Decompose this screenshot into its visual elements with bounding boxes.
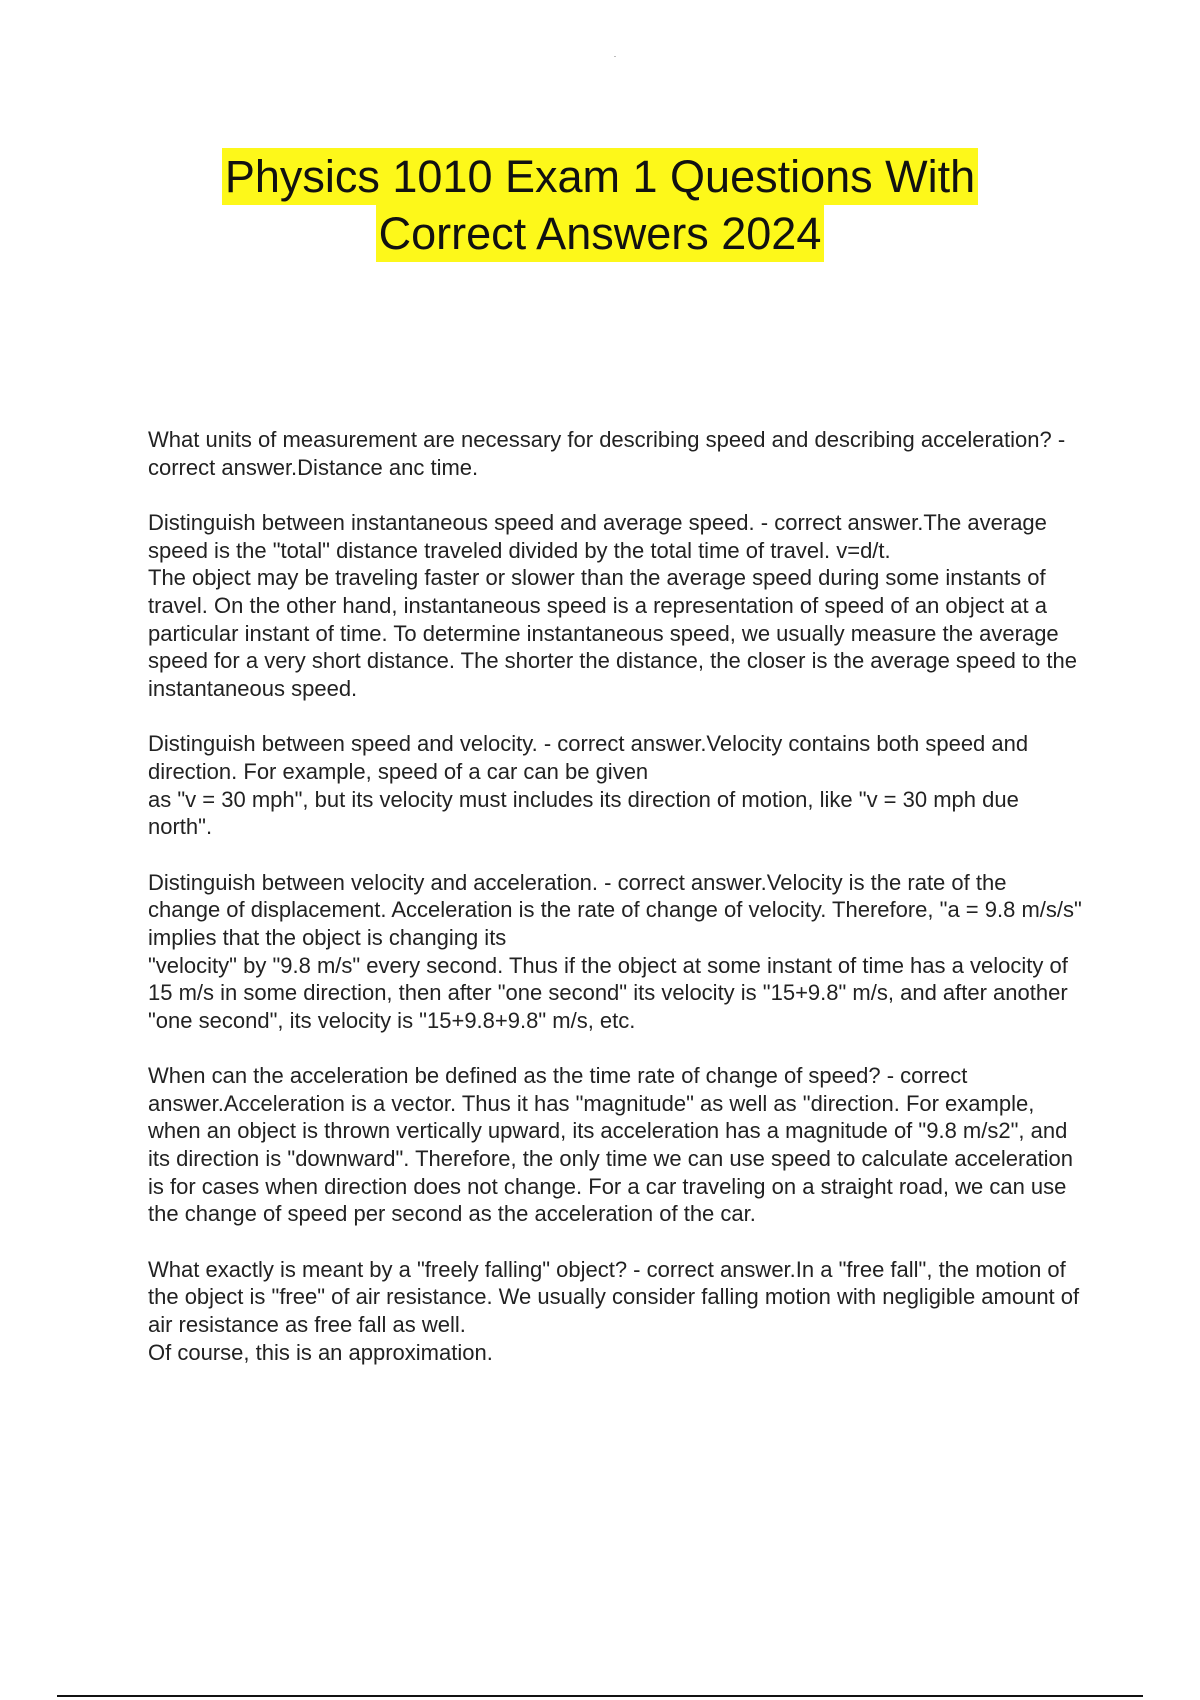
qa-paragraph: Of course, this is an approximation. xyxy=(148,1339,493,1365)
qa-item-velocity-acceleration xyxy=(148,869,1083,1035)
qa-item-speed-velocity xyxy=(148,730,1083,840)
document-title xyxy=(0,148,1200,262)
title-line-2: Correct Answers 2024 xyxy=(376,205,825,262)
qa-paragraph: What exactly is meant by a "freely falling" object? - correct answer.In a "free fall", the motion of the object is "free" of air resistance. We usually consider falling motion with negligible amount of air resistance as free fall as well. xyxy=(148,1256,1080,1338)
qa-paragraph: Distinguish between speed and velocity. - correct answer.Velocity contains both speed and direction. For example, speed of a car can be given xyxy=(148,731,1029,784)
qa-paragraph: "velocity" by "9.8 m/s" every second. Thus if the object at some instant of time has a velocity of 15 m/s in some direction, then after "one second" its velocity is "15+9.8" m/s, and after another "one second", its velocity is "15+9.8+9.8" m/s, etc. xyxy=(148,952,1068,1033)
footer-divider xyxy=(57,1695,1143,1697)
qa-item-acceleration-speed-rate xyxy=(148,1062,1083,1228)
page-mark xyxy=(614,56,616,57)
title-line-1: Physics 1010 Exam 1 Questions With xyxy=(222,148,978,205)
qa-paragraph: Distinguish between velocity and acceleration. - correct answer.Velocity is the rate of the change of displacement. Acceleration is the rate of change of velocity. Therefore, "a = 9.8 m/s/s" implies that the object is changing its xyxy=(148,869,1082,950)
question-answer-list xyxy=(148,426,1083,1394)
qa-paragraph: Distinguish between instantaneous speed and average speed. - correct answer.The average speed is the "total" distance traveled divided by the total time of travel. v=d/t. xyxy=(148,510,1047,563)
qa-paragraph: The object may be traveling faster or slower than the average speed during some instants of travel. On the other hand, instantaneous speed is a representation of speed of an object at a particular instant of time. To determine instantaneous speed, we usually measure the average speed for a very short distance. The shorter the distance, the closer is the average speed to the instantaneous speed. xyxy=(148,565,1078,701)
qa-item-instantaneous-average-speed xyxy=(148,509,1083,702)
qa-paragraph: When can the acceleration be defined as the time rate of change of speed? - correct answer.Acceleration is a vector. Thus it has "magnitude" as well as "direction. For example, when an object is thrown vertically upward, its acceleration has a magnitude of "9.8 m/s2", and its direction is "downward". Therefore, the only time we can use speed to calculate acceleration is for cases when direction does not change. For a car traveling on a straight road, we can use the change of speed per second as the acceleration of the car. xyxy=(148,1063,1074,1227)
qa-paragraph: What units of measurement are necessary for describing speed and describing acceleration? - correct answer.Distance anc time. xyxy=(148,427,1066,480)
qa-item-free-fall xyxy=(148,1256,1083,1366)
qa-item-units xyxy=(148,426,1083,481)
qa-paragraph: as "v = 30 mph", but its velocity must includes its direction of motion, like "v = 30 mph due north". xyxy=(148,786,1019,840)
